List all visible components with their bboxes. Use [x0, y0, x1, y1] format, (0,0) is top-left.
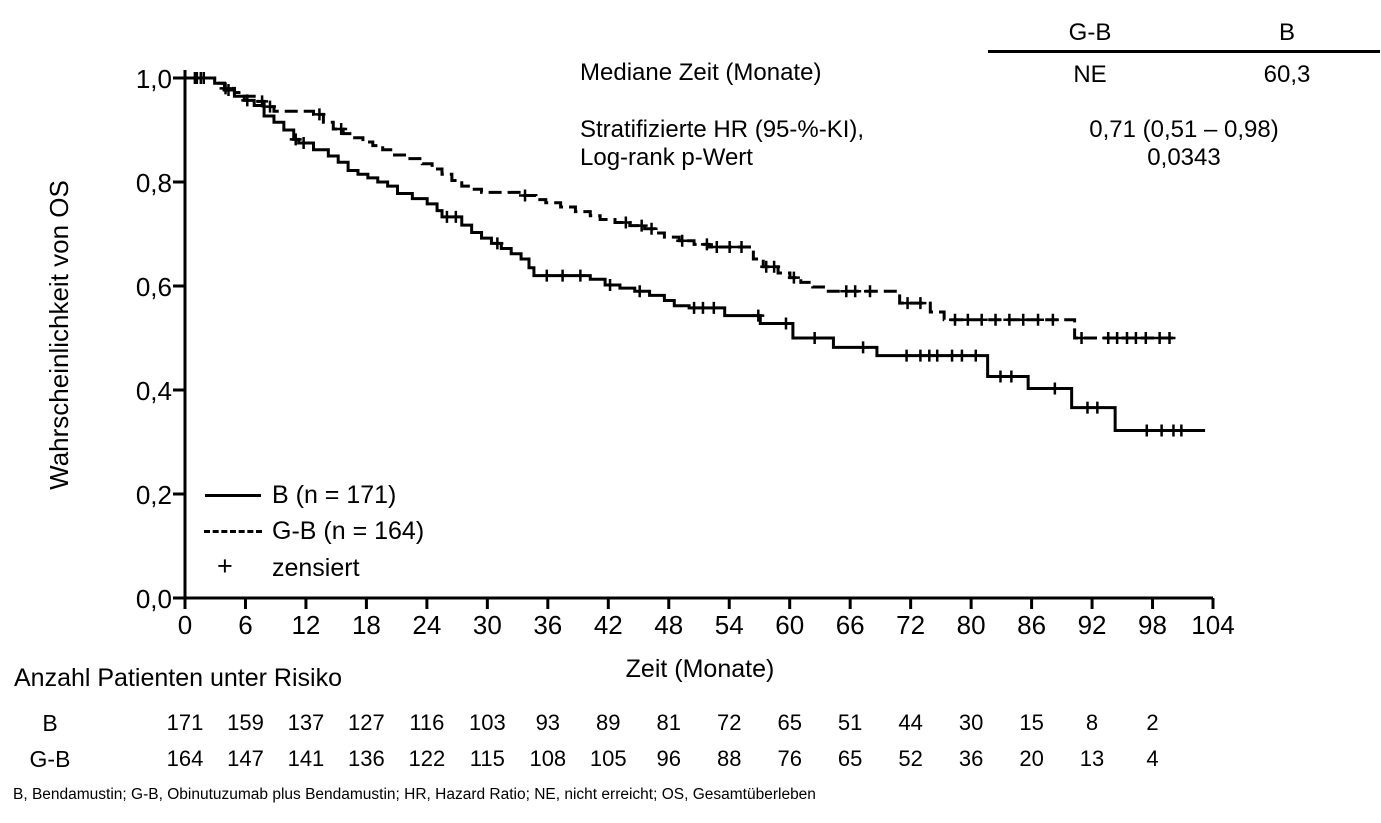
censor-mark [1091, 402, 1103, 414]
x-tick-label: 42 [593, 610, 623, 640]
censor-mark [1047, 314, 1059, 326]
legend-label-censored: zensiert [272, 554, 360, 582]
risk-value: 136 [348, 746, 385, 771]
censor-mark [519, 190, 531, 202]
censor-mark [711, 241, 723, 253]
median-value-b: 60,3 [1263, 61, 1311, 88]
censor-mark [1175, 425, 1187, 437]
censor-mark [994, 370, 1006, 382]
censor-mark [724, 241, 736, 253]
censor-mark [1164, 332, 1176, 344]
stats-col-header-gb: G-B [1068, 19, 1112, 46]
censor-mark [857, 341, 869, 353]
censor-mark [902, 297, 914, 309]
stats-col-header-b: B [1278, 19, 1295, 46]
censor-mark [752, 310, 764, 322]
legend-line-gb-dashed [204, 530, 262, 533]
stats-header-rule [988, 50, 1380, 53]
y-tick-label: 1,0 [135, 64, 172, 94]
censor-mark [1003, 314, 1015, 326]
risk-value: 108 [529, 746, 567, 771]
risk-value: 115 [469, 746, 505, 771]
censor-mark [956, 350, 968, 362]
risk-value: 51 [837, 710, 863, 735]
risk-row-label: G-B [29, 746, 71, 772]
censored-plus-icon: + [217, 551, 233, 581]
risk-value: 2 [1146, 710, 1159, 735]
risk-value: 81 [656, 710, 681, 735]
y-tick-label: 0,0 [135, 584, 172, 614]
censor-mark [574, 270, 586, 282]
censor-mark [809, 332, 821, 344]
censor-mark [962, 314, 974, 326]
censor-mark [849, 285, 861, 297]
p-value: 0,0343 [1147, 144, 1221, 171]
x-tick-label: 66 [835, 610, 865, 640]
censor-mark [541, 270, 553, 282]
x-tick-label: 30 [472, 610, 502, 640]
risk-value: 141 [287, 746, 325, 771]
risk-value: 122 [408, 746, 446, 771]
risk-value: 72 [716, 710, 742, 735]
risk-value: 159 [227, 710, 264, 735]
hr-value: 0,71 (0,51 – 0,98) [1089, 116, 1279, 143]
risk-row-label: B [42, 710, 58, 736]
risk-value: 20 [1019, 746, 1044, 771]
x-tick-label: 0 [177, 610, 193, 640]
risk-value: 30 [958, 710, 984, 735]
risk-value: 89 [596, 710, 621, 735]
censor-mark [914, 297, 926, 309]
x-axis-title: Zeit (Monate) [625, 655, 775, 683]
risk-value: 105 [589, 746, 627, 771]
censor-mark [976, 314, 988, 326]
censor-mark [1049, 382, 1061, 394]
x-tick-label: 60 [775, 610, 805, 640]
x-tick-label: 104 [1191, 610, 1235, 640]
risk-value: 137 [287, 710, 325, 735]
censor-mark [1005, 370, 1017, 382]
x-tick-label: 80 [956, 610, 986, 640]
y-tick-label: 0,6 [135, 272, 172, 302]
risk-value: 93 [535, 710, 561, 735]
risk-value: 171 [166, 710, 204, 735]
censor-mark [1017, 314, 1029, 326]
y-tick-label: 0,2 [135, 480, 172, 510]
median-value-gb: NE [1073, 61, 1107, 88]
risk-value: 76 [777, 746, 802, 771]
x-tick-label: 98 [1138, 610, 1167, 640]
censor-mark [697, 302, 709, 314]
censor-mark [736, 241, 748, 253]
y-axis-title: Wahrscheinlichkeit von OS [44, 180, 74, 490]
censor-mark [970, 350, 982, 362]
censor-mark [1140, 332, 1152, 344]
risk-value: 103 [468, 710, 506, 735]
x-tick-label: 92 [1077, 610, 1107, 640]
risk-value: 13 [1079, 746, 1105, 771]
risk-value: 52 [898, 746, 923, 771]
censor-mark [450, 211, 462, 223]
x-tick-label: 54 [714, 610, 744, 640]
x-tick-label: 12 [291, 610, 321, 640]
x-tick-label: 24 [412, 610, 442, 640]
x-tick-label: 6 [238, 610, 253, 640]
censor-mark [949, 314, 961, 326]
x-tick-label: 72 [896, 610, 926, 640]
y-tick-label: 0,8 [135, 168, 172, 198]
censor-mark [990, 314, 1002, 326]
censor-mark [780, 317, 792, 329]
censor-mark [864, 285, 876, 297]
legend-label-b: B (n = 171) [272, 481, 397, 509]
censor-mark [708, 302, 720, 314]
risk-value: 96 [656, 746, 681, 771]
censor-mark [1032, 314, 1044, 326]
risk-value: 4 [1146, 746, 1159, 771]
risk-value: 15 [1019, 710, 1044, 735]
risk-value: 88 [716, 746, 742, 771]
censor-mark [931, 350, 943, 362]
median-time-label: Mediane Zeit (Monate) [580, 59, 822, 86]
risk-value: 116 [409, 710, 445, 735]
risk-value: 8 [1085, 710, 1099, 735]
x-tick-label: 18 [351, 610, 381, 640]
risk-value: 147 [227, 746, 264, 771]
risk-value: 44 [898, 710, 923, 735]
x-tick-label: 36 [533, 610, 563, 640]
x-tick-label: 86 [1017, 610, 1047, 640]
risk-value: 65 [777, 710, 802, 735]
censor-mark [701, 238, 713, 250]
risk-value: 164 [166, 746, 204, 771]
legend-line-b-solid [205, 494, 261, 497]
censor-mark [557, 270, 569, 282]
risk-value: 36 [958, 746, 984, 771]
censor-mark [901, 350, 913, 362]
footnote: B, Bendamustin; G-B, Obinutuzumab plus Bendamustin; HR, Hazard Ratio; NE, nicht erreicht; OS, Gesamtüberleben [13, 786, 816, 803]
legend-label-gb: G-B (n = 164) [272, 517, 425, 545]
censor-mark [1141, 425, 1153, 437]
hr-label-line2: Log-rank p-Wert [580, 144, 753, 171]
censor-mark [1156, 425, 1168, 437]
y-tick-label: 0,4 [135, 376, 172, 406]
risk-value: 65 [837, 746, 863, 771]
x-tick-label: 48 [654, 610, 684, 640]
risk-table-title: Anzahl Patienten unter Risiko [14, 664, 342, 692]
censor-mark [1076, 332, 1088, 344]
risk-value: 127 [348, 710, 385, 735]
hr-label-line1: Stratifizierte HR (95-%-KI), [580, 116, 865, 143]
